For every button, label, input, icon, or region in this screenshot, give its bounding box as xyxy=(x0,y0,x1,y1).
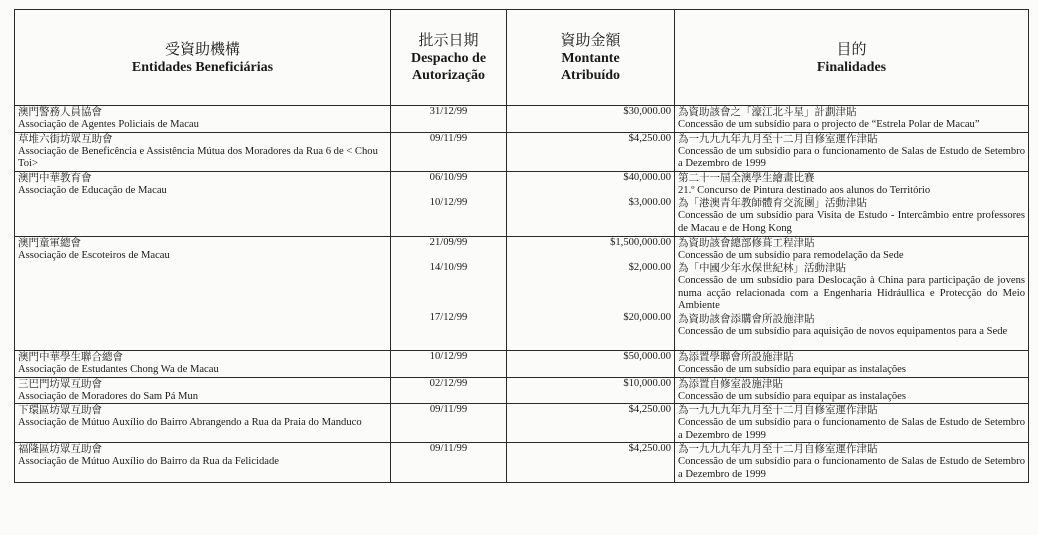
date-value: 14/10/99 xyxy=(429,261,468,273)
date-value: 06/10/99 xyxy=(429,171,468,183)
amount-value: $40,000.00 xyxy=(623,171,671,183)
purpose-cell xyxy=(675,350,1029,377)
header-entities-zh: 受資助機構 xyxy=(164,39,240,58)
entity-name-zh: 澳門童軍總會 xyxy=(18,236,81,249)
amount-cell xyxy=(507,443,675,482)
purpose-zh: 為「港澳青年教師體育交流團」活動津貼 xyxy=(678,197,867,210)
entity-cell xyxy=(15,377,391,404)
purpose-cell xyxy=(675,132,1029,171)
header-date-pt1: Despacho de xyxy=(410,51,487,66)
purpose-pt: Concessão de um subsídio para o funcionamento de Salas de Estudo de Setembro a Dezembro de 1999 xyxy=(678,145,1025,170)
header-purpose-zh: 目的 xyxy=(836,39,867,58)
amount-cell xyxy=(507,132,675,171)
purpose-zh: 為一九九九年九月至十二月自修室運作津貼 xyxy=(678,404,878,417)
entity-cell xyxy=(15,236,391,350)
header-amount-zh: 資助金額 xyxy=(560,31,621,49)
amount-value: $10,000.00 xyxy=(623,377,671,389)
entity-name-pt: Associação de Escoteiros de Macau xyxy=(18,249,170,261)
purpose-pt: 21.º Concurso de Pintura destinado aos alunos do Território xyxy=(678,184,931,196)
table-row xyxy=(15,236,1029,350)
purpose-zh: 為一九九九年九月至十二月自修室運作津貼 xyxy=(678,443,878,456)
entity-name-pt: Associação de Mútuo Auxílio do Bairro da Rua da Felicidade xyxy=(18,456,279,468)
purpose-pt: Concessão de um subsídio para Deslocação à China para participação de jovens numa acção relacionada com a Engenharia Hidráullica e Protecção do Meio Ambiente xyxy=(678,275,1025,312)
date-cell xyxy=(391,236,507,350)
amount-value: $50,000.00 xyxy=(623,350,671,362)
entity-cell xyxy=(15,171,391,236)
table-row xyxy=(15,443,1029,482)
purpose-zh: 為資助該會之「濠江北斗星」計劃津貼 xyxy=(678,106,857,118)
purpose-zh: 為添置自修室設施津貼 xyxy=(678,377,783,390)
entity-cell xyxy=(15,404,391,443)
header-purpose xyxy=(675,10,1029,106)
date-value: 17/12/99 xyxy=(429,312,468,324)
purpose-zh: 為一九九九年九月至十二月自修室運作津貼 xyxy=(678,132,878,145)
purpose-pt: Concessão de um subsídio para remodelação da Sede xyxy=(678,249,904,261)
date-cell xyxy=(391,132,507,171)
date-value: 31/12/99 xyxy=(429,106,468,117)
date-value: 02/12/99 xyxy=(429,377,468,389)
purpose-cell xyxy=(675,236,1029,350)
purpose-pt: Concessão de um subsídio para o funcionamento de Salas de Estudo de Setembro a Dezembro de 1999 xyxy=(678,417,1025,441)
purpose-cell xyxy=(675,106,1029,133)
entity-name-zh: 草堆六街坊眾互助會 xyxy=(18,132,113,145)
table-row xyxy=(15,350,1029,377)
purpose-zh: 第二十一屆全澳學生繪畫比賽 xyxy=(678,171,815,184)
entity-name-pt: Associação de Educação de Macau xyxy=(18,184,167,196)
purpose-pt: Concessão de um subsídio para equipar as instalações xyxy=(678,363,906,375)
amount-cell xyxy=(507,171,675,236)
purpose-pt: Concessão de um subsídio para aquisição de novos equipamentos para a Sede xyxy=(678,325,1008,337)
date-cell xyxy=(391,443,507,482)
amount-cell xyxy=(507,350,675,377)
amount-value: $30,000.00 xyxy=(623,106,671,117)
purpose-zh: 為資助該會總部修葺工程津貼 xyxy=(678,236,815,249)
header-amount-pt1: Montante xyxy=(561,51,620,66)
table-row xyxy=(15,377,1029,404)
purpose-cell xyxy=(675,377,1029,404)
grants-body xyxy=(15,106,1029,483)
amount-value: $20,000.00 xyxy=(623,312,671,324)
date-value: 09/11/99 xyxy=(429,404,468,416)
purpose-zh: 為添置學聯會所設施津貼 xyxy=(678,350,794,363)
table-row xyxy=(15,106,1029,133)
table-row xyxy=(15,171,1029,236)
entity-name-pt: Associação de Mútuo Auxílio do Bairro Abrangendo a Rua da Praia do Manduco xyxy=(18,417,362,429)
entity-name-pt: Associação de Estudantes Chong Wa de Macau xyxy=(18,363,219,375)
date-cell xyxy=(391,171,507,236)
entity-name-pt: Associação de Beneficência e Assistência Mútua dos Moradores da Rua 6 de < Chou Toi> xyxy=(18,145,378,170)
header-row xyxy=(15,10,1029,106)
purpose-pt: Concessão de um subsídio para equipar as instalações xyxy=(678,390,906,402)
header-amount-pt2: Atribuído xyxy=(560,68,621,83)
amount-value: $4,250.00 xyxy=(628,132,671,144)
date-value: 09/11/99 xyxy=(429,443,468,455)
header-entities xyxy=(15,10,391,106)
header-amount xyxy=(507,10,675,106)
entity-cell xyxy=(15,132,391,171)
purpose-cell xyxy=(675,404,1029,443)
table-row xyxy=(15,132,1029,171)
header-date xyxy=(391,10,507,106)
date-cell xyxy=(391,350,507,377)
amount-value: $3,000.00 xyxy=(628,196,671,208)
purpose-pt: Concessão de um subsídio para o projecto de “Estrela Polar de Macau” xyxy=(678,119,980,130)
date-value: 10/12/99 xyxy=(429,350,468,362)
date-cell xyxy=(391,377,507,404)
amount-cell xyxy=(507,236,675,350)
date-value: 21/09/99 xyxy=(429,236,468,248)
entity-name-zh: 澳門警務人員協會 xyxy=(18,106,102,118)
purpose-zh: 為資助該會添購會所設施津貼 xyxy=(678,312,815,325)
date-value: 09/11/99 xyxy=(429,132,468,144)
purpose-pt: Concessão de um subsídio para Visita de Estudo - Intercâmbio entre professores de Macau e de Hong Kong xyxy=(678,210,1025,234)
entity-cell xyxy=(15,350,391,377)
entity-name-pt: Associação de Moradores do Sam Pá Mun xyxy=(18,390,199,402)
entity-cell xyxy=(15,443,391,482)
header-date-zh: 批示日期 xyxy=(418,31,479,49)
header-date-pt2: Autorização xyxy=(411,68,486,83)
amount-value: $4,250.00 xyxy=(628,404,671,416)
purpose-cell xyxy=(675,171,1029,236)
entity-cell xyxy=(15,106,391,133)
amount-value: $4,250.00 xyxy=(628,443,671,455)
date-cell xyxy=(391,404,507,443)
purpose-cell xyxy=(675,443,1029,482)
amount-cell xyxy=(507,404,675,443)
date-value: 10/12/99 xyxy=(429,196,468,208)
header-purpose-pt: Finalidades xyxy=(816,59,887,75)
grants-table xyxy=(14,9,1029,483)
amount-value: $1,500,000.00 xyxy=(610,236,671,248)
amount-cell xyxy=(507,377,675,404)
entity-name-zh: 福隆區坊眾互助會 xyxy=(18,443,102,456)
entity-name-zh: 三巴門坊眾互助會 xyxy=(18,377,102,390)
entity-name-zh: 澳門中華學生聯合總會 xyxy=(18,350,123,363)
header-entities-pt: Entidades Beneficiárias xyxy=(131,59,274,75)
date-cell xyxy=(391,106,507,133)
amount-value: $2,000.00 xyxy=(628,261,671,273)
purpose-zh: 為「中國少年水保世紀林」活動津貼 xyxy=(678,262,846,275)
entity-name-pt: Associação de Agentes Policiais de Macau xyxy=(18,119,199,130)
amount-cell xyxy=(507,106,675,133)
purpose-pt: Concessão de um subsídio para o funcionamento de Salas de Estudo de Setembro a Dezembro de 1999 xyxy=(678,456,1025,480)
entity-name-zh: 澳門中華教育會 xyxy=(18,171,92,184)
entity-name-zh: 下環區坊眾互助會 xyxy=(18,404,102,417)
table-row xyxy=(15,404,1029,443)
